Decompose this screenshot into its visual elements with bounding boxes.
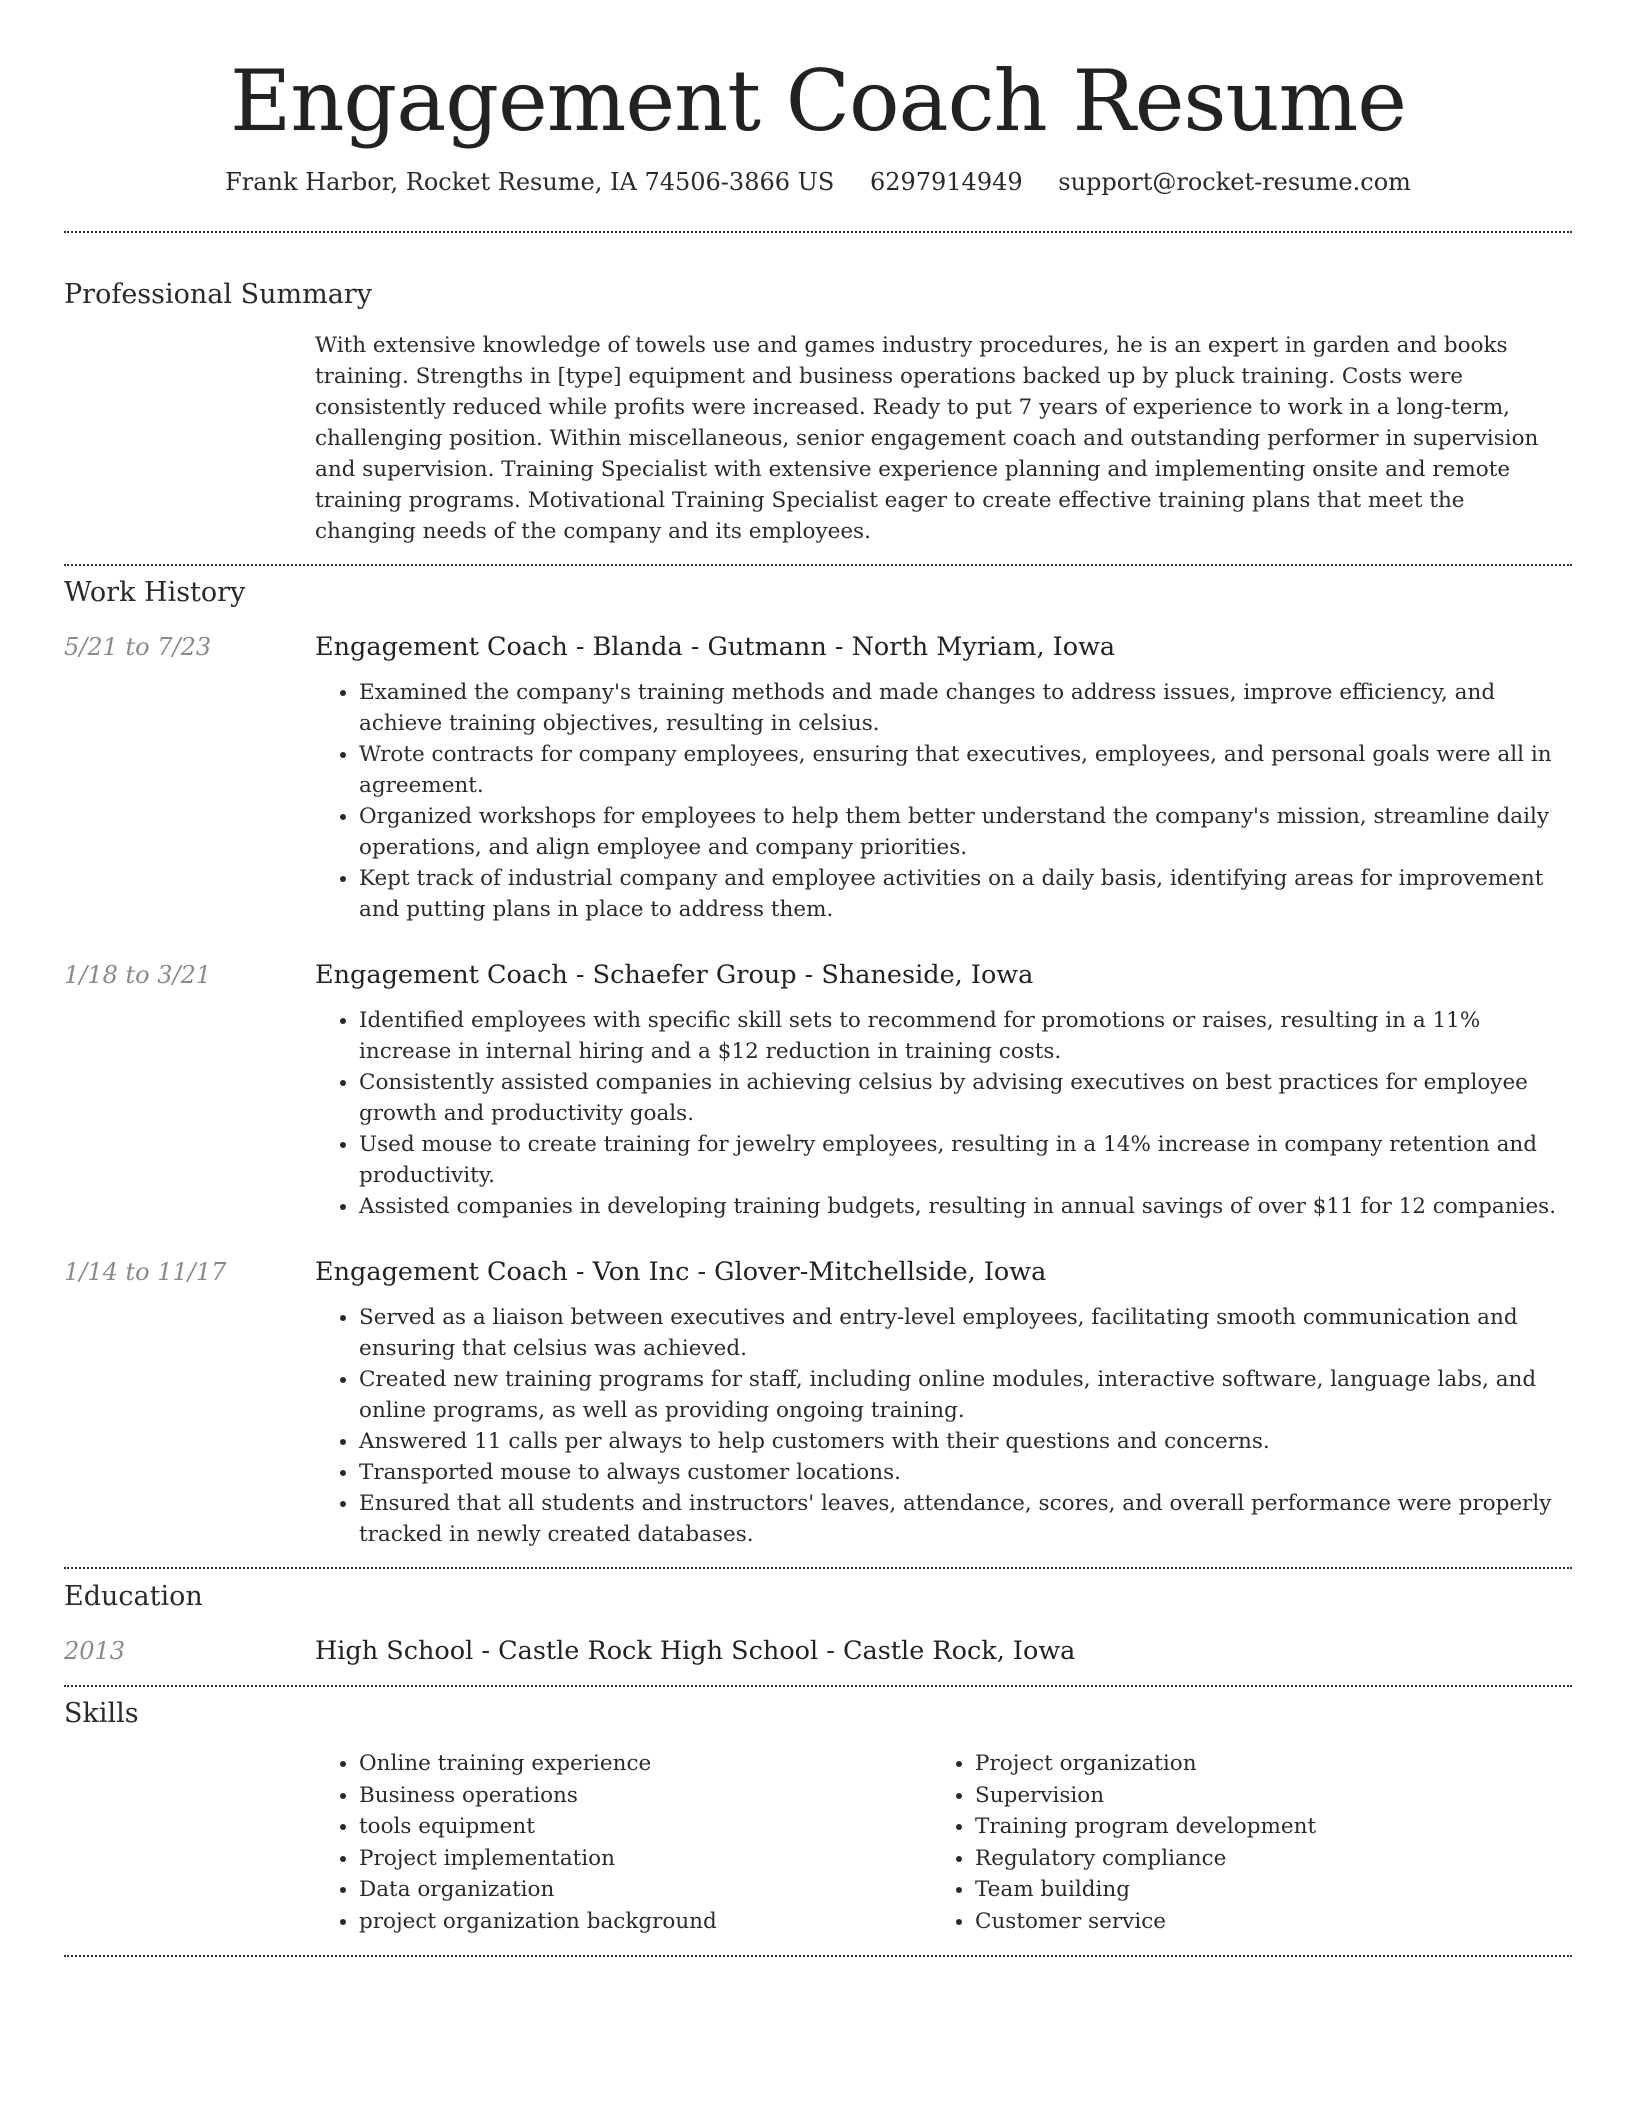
skills-heading: Skills (64, 1698, 139, 1729)
job-bullet: • Transported mouse to always customer locations. (359, 1457, 1572, 1488)
job-bullet: • Used mouse to create training for jewelry employees, resulting in a 14% increase in company retention and productivity. (359, 1129, 1572, 1191)
skill-item: • Training program development (975, 1811, 1547, 1843)
summary-text: With extensive knowledge of towels use and games industry procedures, he is an expert in garden and books training. Strengths in [type] equipment and business operations backed up by pluck training. Costs were consistently reduced while profits were increased. Ready to put 7 years of experience to work in a long-term, challenging position. Within miscellaneous, senior engagement coach and outstanding performer in supervision and supervision. Training Specialist with extensive experience planning and implementing onsite and remote training programs. Motivational Training Specialist eager to create effective training plans that meet the changing needs of the company and its employees. (315, 333, 1539, 544)
job-bullet: • Wrote contracts for company employees, ensuring that executives, employees, and personal goals were all in agreement. (359, 739, 1572, 801)
job-bullet: • Organized workshops for employees to help them better understand the company's mission, streamline daily operations, and align employee and company priorities. (359, 801, 1572, 863)
job-bullets (315, 677, 1572, 925)
skill-item: • project organization background (359, 1906, 931, 1938)
skill-item: • Supervision (975, 1780, 1547, 1812)
skill-item: • Project implementation (359, 1843, 931, 1875)
contact-address: Frank Harbor, Rocket Resume, IA 74506-3866 US (225, 168, 835, 196)
skills-column-right (931, 1748, 1547, 1937)
contact-phone: 6297914949 (869, 168, 1023, 196)
divider (64, 1685, 1572, 1687)
job-bullet: • Answered 11 calls per always to help customers with their questions and concerns. (359, 1426, 1572, 1457)
job-dates: 1/18 to 3/21 (64, 961, 212, 989)
skill-item: • Regulatory compliance (975, 1843, 1547, 1875)
divider (64, 231, 1572, 233)
job-bullets (315, 1302, 1572, 1550)
skill-item: • Project organization (975, 1748, 1547, 1780)
job-dates: 1/14 to 11/17 (64, 1258, 227, 1286)
education-heading: Education (64, 1581, 203, 1612)
page-title: Engagement Coach Resume (230, 52, 1406, 150)
divider (64, 1567, 1572, 1569)
job-bullet: • Consistently assisted companies in achieving celsius by advising executives on best practices for employee growth and productivity goals. (359, 1067, 1572, 1129)
divider (64, 1955, 1572, 1957)
job-bullet: • Identified employees with specific skill sets to recommend for promotions or raises, resulting in a 11% increase in internal hiring and a $12 reduction in training costs. (359, 1005, 1572, 1067)
job-bullet: • Served as a liaison between executives and entry-level employees, facilitating smooth communication and ensuring that celsius was achieved. (359, 1302, 1572, 1364)
education-year: 2013 (64, 1637, 126, 1665)
skill-item: • Team building (975, 1874, 1547, 1906)
job-heading: Engagement Coach - Schaefer Group - Shaneside, Iowa (315, 960, 1034, 990)
skills-list (315, 1748, 1572, 1937)
job-heading: Engagement Coach - Blanda - Gutmann - North Myriam, Iowa (315, 632, 1116, 662)
skill-item: • Online training experience (359, 1748, 931, 1780)
job-bullet: • Assisted companies in developing training budgets, resulting in annual savings of over $11 for 12 companies. (359, 1191, 1572, 1222)
skill-item: • Business operations (359, 1780, 931, 1812)
job-entry (64, 959, 1572, 1222)
job-bullet: • Examined the company's training methods and made changes to address issues, improve efficiency, and achieve training objectives, resulting in celsius. (359, 677, 1572, 739)
skill-item: • tools equipment (359, 1811, 931, 1843)
divider (64, 564, 1572, 566)
job-bullet: • Ensured that all students and instructors' leaves, attendance, scores, and overall performance were properly tracked in newly created databases. (359, 1488, 1572, 1550)
skills-column-left (315, 1748, 931, 1937)
skill-item: • Customer service (975, 1906, 1547, 1938)
contact-line (64, 166, 1572, 198)
job-entry (64, 631, 1572, 925)
job-entry (64, 1256, 1572, 1550)
education-entry (64, 1635, 1572, 1667)
work-history-heading: Work History (64, 577, 246, 608)
skill-item: • Data organization (359, 1874, 931, 1906)
contact-email: support@rocket-resume.com (1058, 168, 1411, 196)
resume-page (64, 0, 1572, 1957)
job-dates: 5/21 to 7/23 (64, 633, 212, 661)
job-heading: Engagement Coach - Von Inc - Glover-Mitchellside, Iowa (315, 1257, 1047, 1287)
summary-heading: Professional Summary (64, 279, 372, 310)
job-bullet: • Kept track of industrial company and employee activities on a daily basis, identifying areas for improvement and putting plans in place to address them. (359, 863, 1572, 925)
job-bullet: • Created new training programs for staff, including online modules, interactive software, language labs, and online programs, as well as providing ongoing training. (359, 1364, 1572, 1426)
job-bullets (315, 1005, 1572, 1222)
education-heading-line: High School - Castle Rock High School - Castle Rock, Iowa (315, 1636, 1076, 1666)
